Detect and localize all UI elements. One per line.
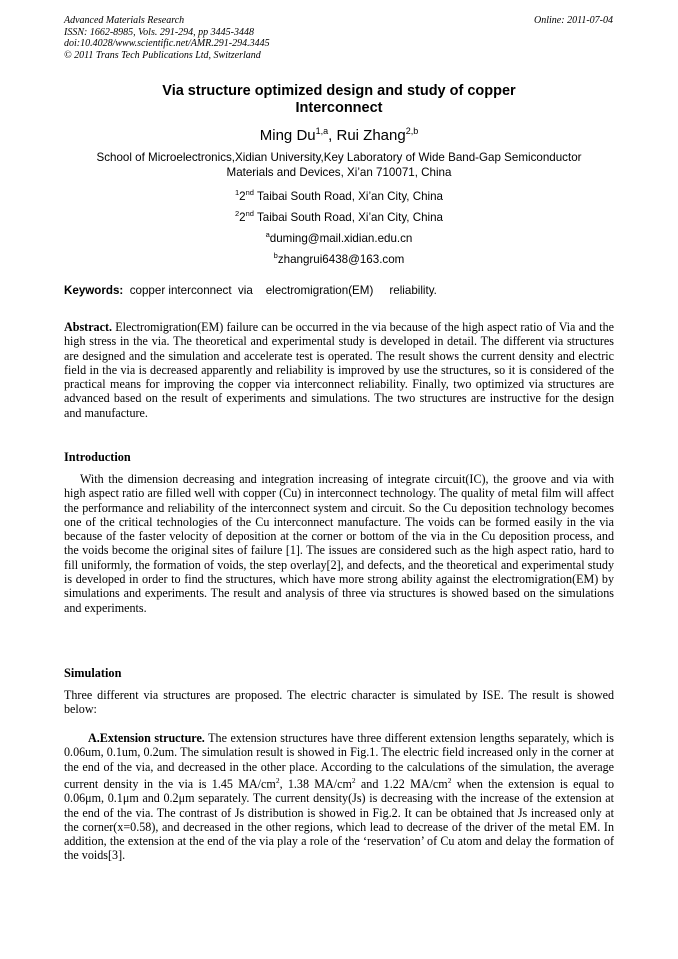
journal-name: Advanced Materials Research <box>64 15 185 26</box>
author-list <box>64 122 614 145</box>
title-line-1: Via structure optimized design and study of copper <box>162 83 516 99</box>
journal-header <box>64 15 270 61</box>
author-separator: , <box>328 127 337 144</box>
doi-line: doi:10.4028/www.scientific.net/AMR.291-294.3445 <box>64 38 270 49</box>
author-name: Ming Du <box>259 127 316 144</box>
email-2: $^b$zhangrui6438@163.com <box>273 251 405 266</box>
author-name: Rui Zhang <box>336 127 406 144</box>
abstract-label: Abstract. <box>64 320 113 334</box>
title-line-2: Interconnect <box>295 100 383 116</box>
online-date: Online: 2011-07-04 <box>534 15 613 26</box>
keywords-line <box>64 283 437 298</box>
affiliation-line: Materials and Devices, Xi’an 710071, China <box>226 166 452 179</box>
simulation-intro-paragraph: Three different via structures are proposed. The electric character is simulated by ISE. The result is showed below: <box>64 688 614 717</box>
affiliation-line: School of Microelectronics,Xidian University,Key Laboratory of Wide Band-Gap Semiconductor <box>96 151 582 164</box>
subsection-label: A.Extension structure. <box>88 731 205 745</box>
section-heading-simulation: Simulation <box>64 666 122 680</box>
author-affil-mark: 2,b <box>405 126 419 136</box>
keywords-text: copper interconnect via electromigration(EM) reliability. <box>129 284 437 297</box>
email-1: $^a$duming@mail.xidian.edu.cn <box>265 230 413 245</box>
abstract-paragraph <box>64 320 614 420</box>
keywords-label: Keywords: <box>64 284 124 297</box>
affiliation-address-1: $^1$2nd Taibai South Road, Xi’an City, China <box>234 188 443 203</box>
section-heading-introduction: Introduction <box>64 450 131 464</box>
introduction-paragraph: With the dimension decreasing and integration increasing of integrate circuit(IC), the groove and via with high aspect ratio are filled well with copper (Cu) in interconnect technology. The quality of metal film will affect the performance and reliability of the interconnect system and circuit. So the Cu deposition technology becomes one of the critical technologies of the Cu interconnect manufacture. The voids can be formed easily in the via because of the faster velocity of deposition at the corner or bottom of the via in the Cu deposition process, and the voids become the original sites of failure [1]. The issues are considered such as the high aspect ratio, hard to fill uniformly, the formation of voids, the step overlay[2], and defects, and the theoretical and experimental study is developed in order to find the structures, which have more strong ability against the electromigration(EM) by simulations and experiments. The result and analysis of three via structures is showed based on the simulations and experiments. <box>64 472 614 615</box>
affiliation-address-2: $^2$2nd Taibai South Road, Xi’an City, China <box>234 209 443 224</box>
affiliation-school <box>64 150 614 180</box>
issn-line: ISSN: 1662-8985, Vols. 291-294, pp 3445-3448 <box>64 26 254 38</box>
author-affil-mark: 1,a <box>315 126 329 136</box>
paper-title <box>64 83 614 117</box>
abstract-text: Electromigration(EM) failure can be occurred in the via because of the high aspect ratio of Via and the high stress in the via. The theoretical and experimental study is developed in detail. The different via structures are designed and the simulation and accelerate test is operated. The result shows the current density and electric field in the via is decreased apparently and reliability is improved by use the structures, so it is considered of the practical means for improving the copper via interconnect reliability. Finally, two optimized via structures are advanced based on the result of experiments and simulations. The two structures are instructive for the design and manufacture. <box>64 320 614 420</box>
copyright-line: © 2011 Trans Tech Publications Ltd, Switzerland <box>64 49 261 61</box>
extension-structure-paragraph: A.Extension structure. The extension structures have three different extension lengths separately, which is 0.06um, 0.1um, 0.2um. The simulation result is showed in Fig.1. The electric field increased only in the corner at the end of the via, and decreased in the other place. According to the calculations of the simulation, the average current density in the via is 1.45 $MA/cm^2$, 1.38 $MA/cm^2$ and 1.22 $MA/cm^2$ when the extension is equal to 0.06μm, 0.1μm and 0.2μm separately. The current density(Js) is decreasing with the increase of the extension at the end of the via. The contrast of Js distribution is showed in Fig.2. It can be obtained that Js increased only at the corner(x=0.58), and decreased in the other regions, which lead to decrease of the driver of the metal EM. In addition, the extension at the end of the via play a role of the ‘reservation’ of Cu atom and delay the formation of the voids[3]. <box>64 731 615 863</box>
